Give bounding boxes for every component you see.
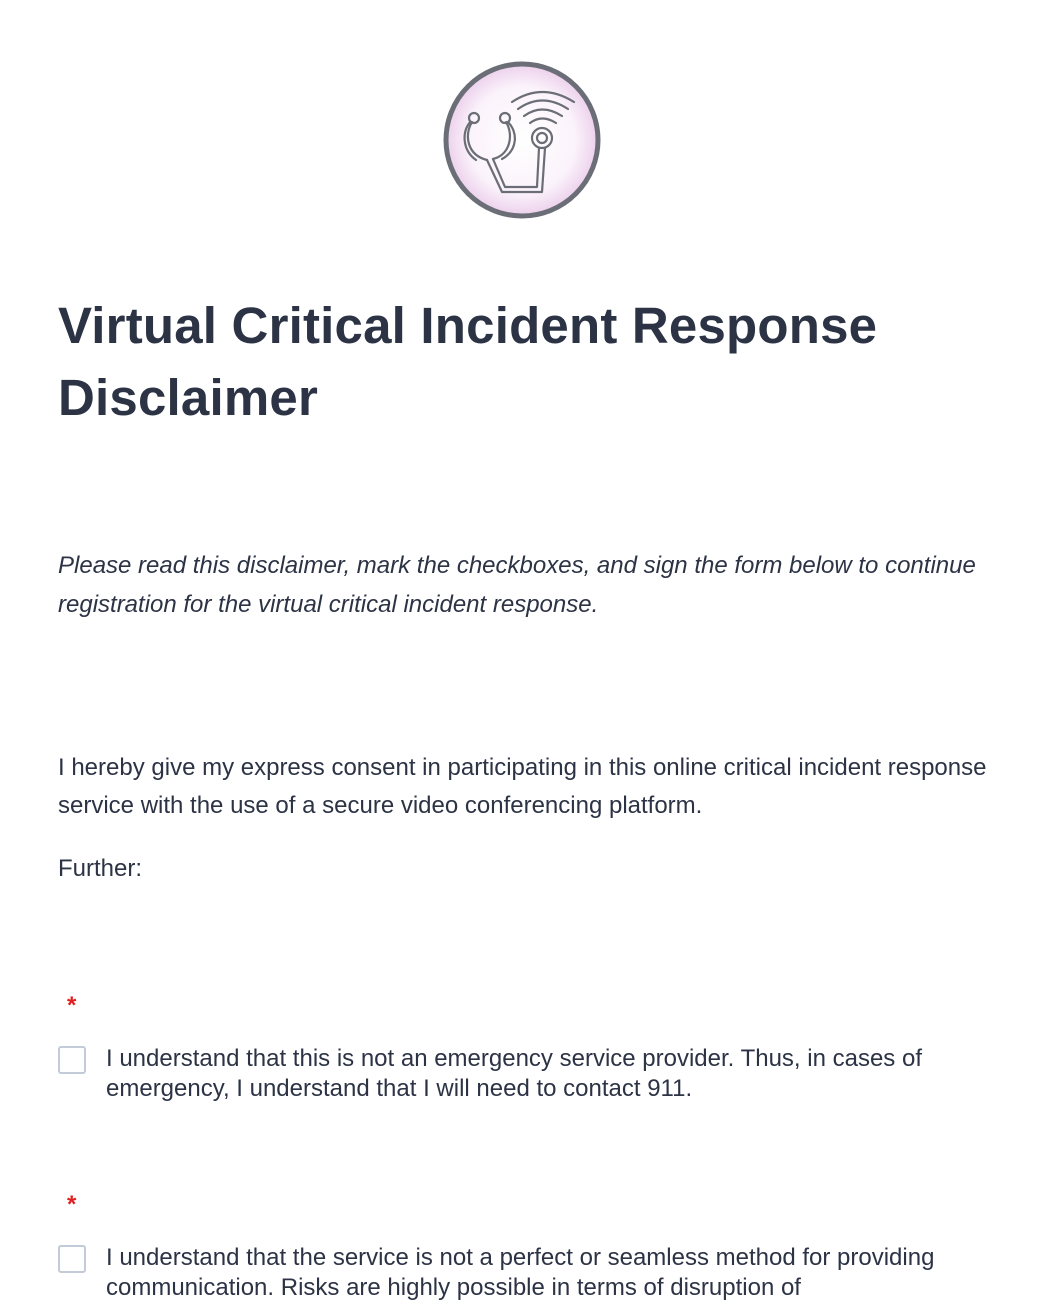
checkbox-row-emergency[interactable] — [58, 1044, 978, 1104]
required-marker: * — [67, 1191, 77, 1218]
consent-text: I hereby give my express consent in participating in this online critical incident response service with the use of a secure video conferencing platform. — [58, 754, 987, 819]
form-logo — [442, 60, 602, 220]
form-title: Virtual Critical Incident Response Disclaimer — [58, 297, 878, 426]
further-label: Further: — [58, 855, 143, 882]
checkbox-row-service-risk[interactable] — [58, 1243, 978, 1303]
required-marker: * — [67, 992, 77, 1019]
checkbox-label[interactable]: I understand that this is not an emergency service provider. Thus, in cases of emergency, I understand that I will need to contact 911. — [106, 1045, 922, 1102]
checkbox-label[interactable]: I understand that the service is not a perfect or seamless method for providing communication. Risks are highly possible in terms of disruption of — [106, 1244, 935, 1301]
form-subtitle: Please read this disclaimer, mark the checkboxes, and sign the form below to continue registration for the virtual critical incident response. — [58, 552, 976, 618]
service-risk-checkbox[interactable] — [58, 1245, 86, 1273]
stethoscope-wireless-icon — [442, 60, 602, 220]
emergency-checkbox[interactable] — [58, 1046, 86, 1074]
